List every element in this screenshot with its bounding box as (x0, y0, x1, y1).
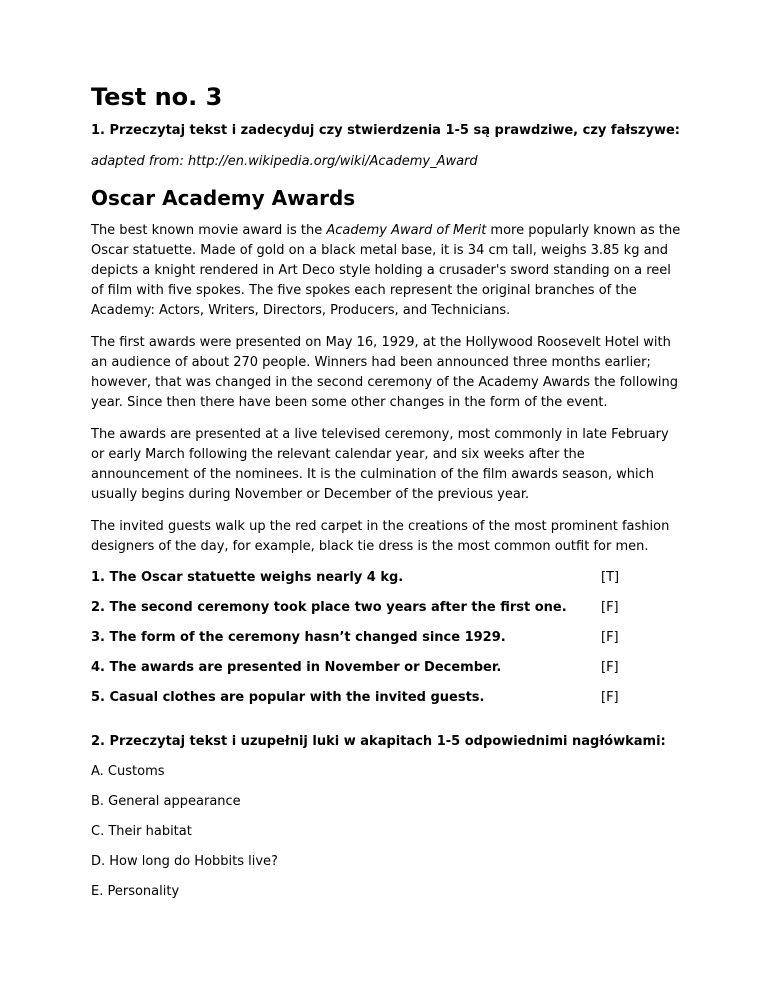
statement-row (91, 569, 681, 587)
list-item: A. Customs (91, 764, 165, 779)
statement-row (91, 689, 681, 707)
paragraph-1-end: more popularly known as the Oscar statuette. Made of gold on a black metal base, it is 34 cm tall, weighs 3.85 kg and depicts a knight rendered in Art Deco style holding a crusader's sword standing on a reel of film with five spokes. The five spokes each represent the original branches of the Academy: Actors, Writers, Directors, Producers, and Technicians. (91, 223, 681, 318)
heading-options-list (91, 763, 681, 901)
list-item: D. How long do Hobbits live? (91, 854, 278, 869)
statement-row (91, 599, 681, 617)
list-item: B. General appearance (91, 794, 241, 809)
list-item: C. Their habitat (91, 824, 192, 839)
statement-answer: [F] (601, 600, 619, 615)
paragraph-1-start: The best known movie award is the (91, 223, 327, 238)
statement-answer: [F] (601, 660, 619, 675)
statement-answer: [F] (601, 630, 619, 645)
statements-list (91, 569, 681, 707)
document-page (91, 82, 681, 913)
article-paragraph-2: The first awards were presented on May 16, 1929, at the Hollywood Roosevelt Hotel with an audience of about 270 people. Winners had been announced three months earlier; however, that was changed in the second ceremony of the Academy Awards the following year. Since then there have been some other changes in the form of the event. (91, 335, 679, 410)
article-paragraph-1 (91, 221, 681, 321)
statement-text: 1. The Oscar statuette weighs nearly 4 kg. (91, 570, 404, 585)
source-citation: adapted from: http://en.wikipedia.org/wiki/Academy_Award (91, 154, 478, 169)
statement-row (91, 629, 681, 647)
statement-answer: [T] (601, 570, 620, 585)
article-title: Oscar Academy Awards (91, 186, 356, 210)
statement-text: 2. The second ceremony took place two years after the first one. (91, 600, 567, 615)
statement-row (91, 659, 681, 677)
statement-text: 3. The form of the ceremony hasn’t changed since 1929. (91, 630, 506, 645)
list-item: E. Personality (91, 884, 180, 899)
article-paragraph-4: The invited guests walk up the red carpet in the creations of the most prominent fashion designers of the day, for example, black tie dress is the most common outfit for men. (91, 519, 670, 554)
statement-text: 5. Casual clothes are popular with the invited guests. (91, 690, 485, 705)
task2-heading: 2. Przeczytaj tekst i uzupełnij luki w akapitach 1-5 odpowiednimi nagłówkami: (91, 734, 666, 749)
statement-text: 4. The awards are presented in November or December. (91, 660, 502, 675)
task1-heading: 1. Przeczytaj tekst i zadecyduj czy stwierdzenia 1-5 są prawdziwe, czy fałszywe: (91, 123, 680, 138)
article-paragraph-3: The awards are presented at a live televised ceremony, most commonly in late February or early March following the relevant calendar year, and six weeks after the announcement of the nominees. It is the culmination of the film awards season, which usually begins during November or December of the previous year. (91, 427, 669, 502)
award-name-italic: Academy Award of Merit (326, 223, 487, 238)
statement-answer: [F] (601, 690, 619, 705)
test-title: Test no. 3 (91, 83, 223, 111)
